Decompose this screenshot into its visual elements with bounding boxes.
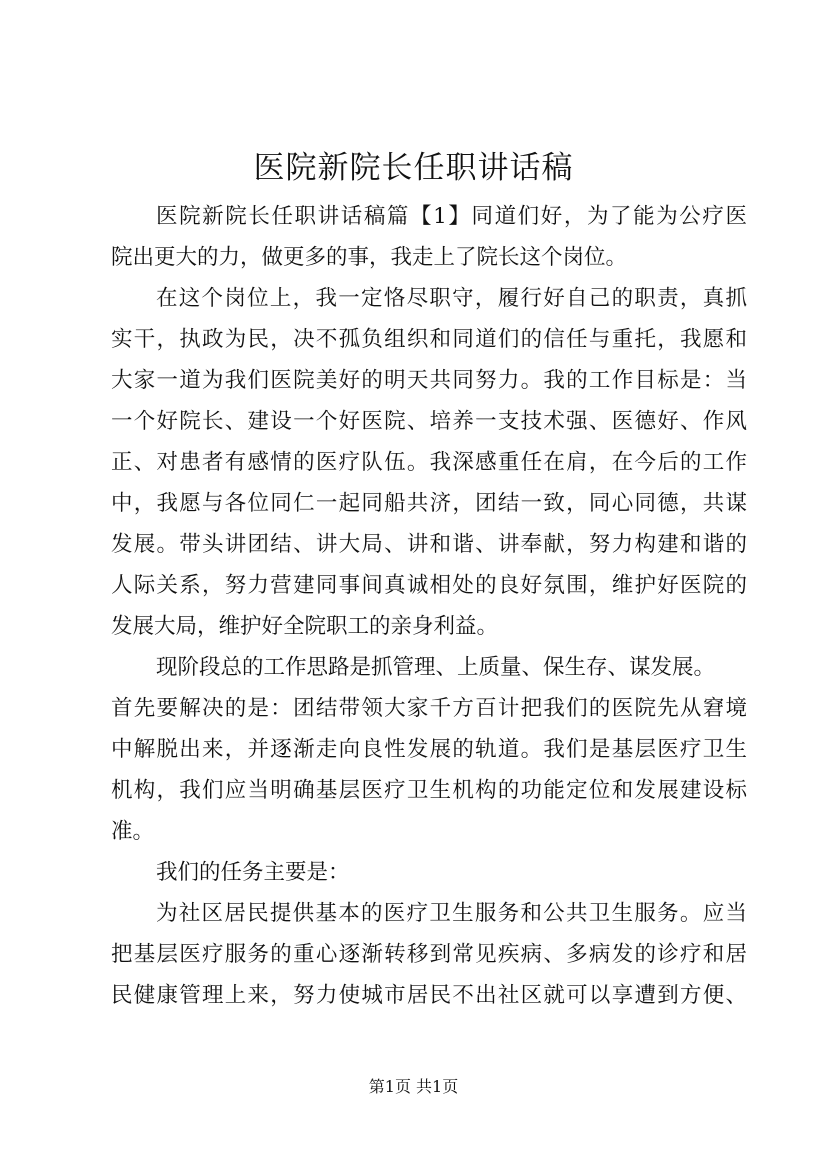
text-line: 在这个岗位上，我一定恪尽职守，履行好自己的职责，真抓 bbox=[156, 286, 747, 311]
text-line: 人际关系，努力营建同事间真诚相处的良好氛围，维护好医院的 bbox=[111, 573, 747, 598]
document-title: 医院新院长任职讲话稿 bbox=[253, 150, 574, 186]
text-line: 正、对患者有感情的医疗队伍。我深感重任在肩，在今后的工作 bbox=[111, 450, 747, 475]
text-line: 民健康管理上来，努力使城市居民不出社区就可以享遭到方便、 bbox=[111, 983, 747, 1008]
document-body bbox=[111, 196, 747, 1016]
text-line: 我们的任务主要是： bbox=[156, 860, 350, 885]
text-line: 机构，我们应当明确基层医疗卫生机构的功能定位和发展建设标 bbox=[111, 778, 747, 803]
text-line: 院出更大的力，做更多的事，我走上了院长这个岗位。 bbox=[111, 245, 628, 270]
text-line: 医院新院长任职讲话稿篇【1】同道们好，为了能为公疗医 bbox=[156, 204, 747, 229]
text-line: 发展大局，维护好全院职工的亲身利益。 bbox=[111, 614, 499, 639]
text-line: 一个好院长、建设一个好医院、培养一支技术强、医德好、作风 bbox=[111, 409, 747, 434]
text-line: 实干，执政为民，决不孤负组织和同道们的信任与重托，我愿和 bbox=[111, 327, 747, 352]
text-line: 中解脱出来，并逐渐走向良性发展的轨道。我们是基层医疗卫生 bbox=[111, 737, 747, 762]
page-footer: 第1页 共1页 bbox=[368, 1077, 459, 1096]
text-line: 中，我愿与各位同仁一起同船共济，团结一致，同心同德，共谋 bbox=[111, 491, 747, 516]
text-line: 为社区居民提供基本的医疗卫生服务和公共卫生服务。应当 bbox=[156, 901, 747, 926]
text-line: 首先要解决的是：团结带领大家千方百计把我们的医院先从窘境 bbox=[111, 696, 747, 721]
text-line: 把基层医疗服务的重心逐渐转移到常见疾病、多病发的诊疗和居 bbox=[111, 942, 747, 967]
text-line: 准。 bbox=[111, 819, 155, 844]
text-line: 大家一道为我们医院美好的明天共同努力。我的工作目标是：当 bbox=[111, 368, 747, 393]
text-line: 现阶段总的工作思路是抓管理、上质量、保生存、谋发展。 bbox=[156, 655, 716, 680]
text-line: 发展。带头讲团结、讲大局、讲和谐、讲奉献，努力构建和谐的 bbox=[111, 532, 747, 557]
